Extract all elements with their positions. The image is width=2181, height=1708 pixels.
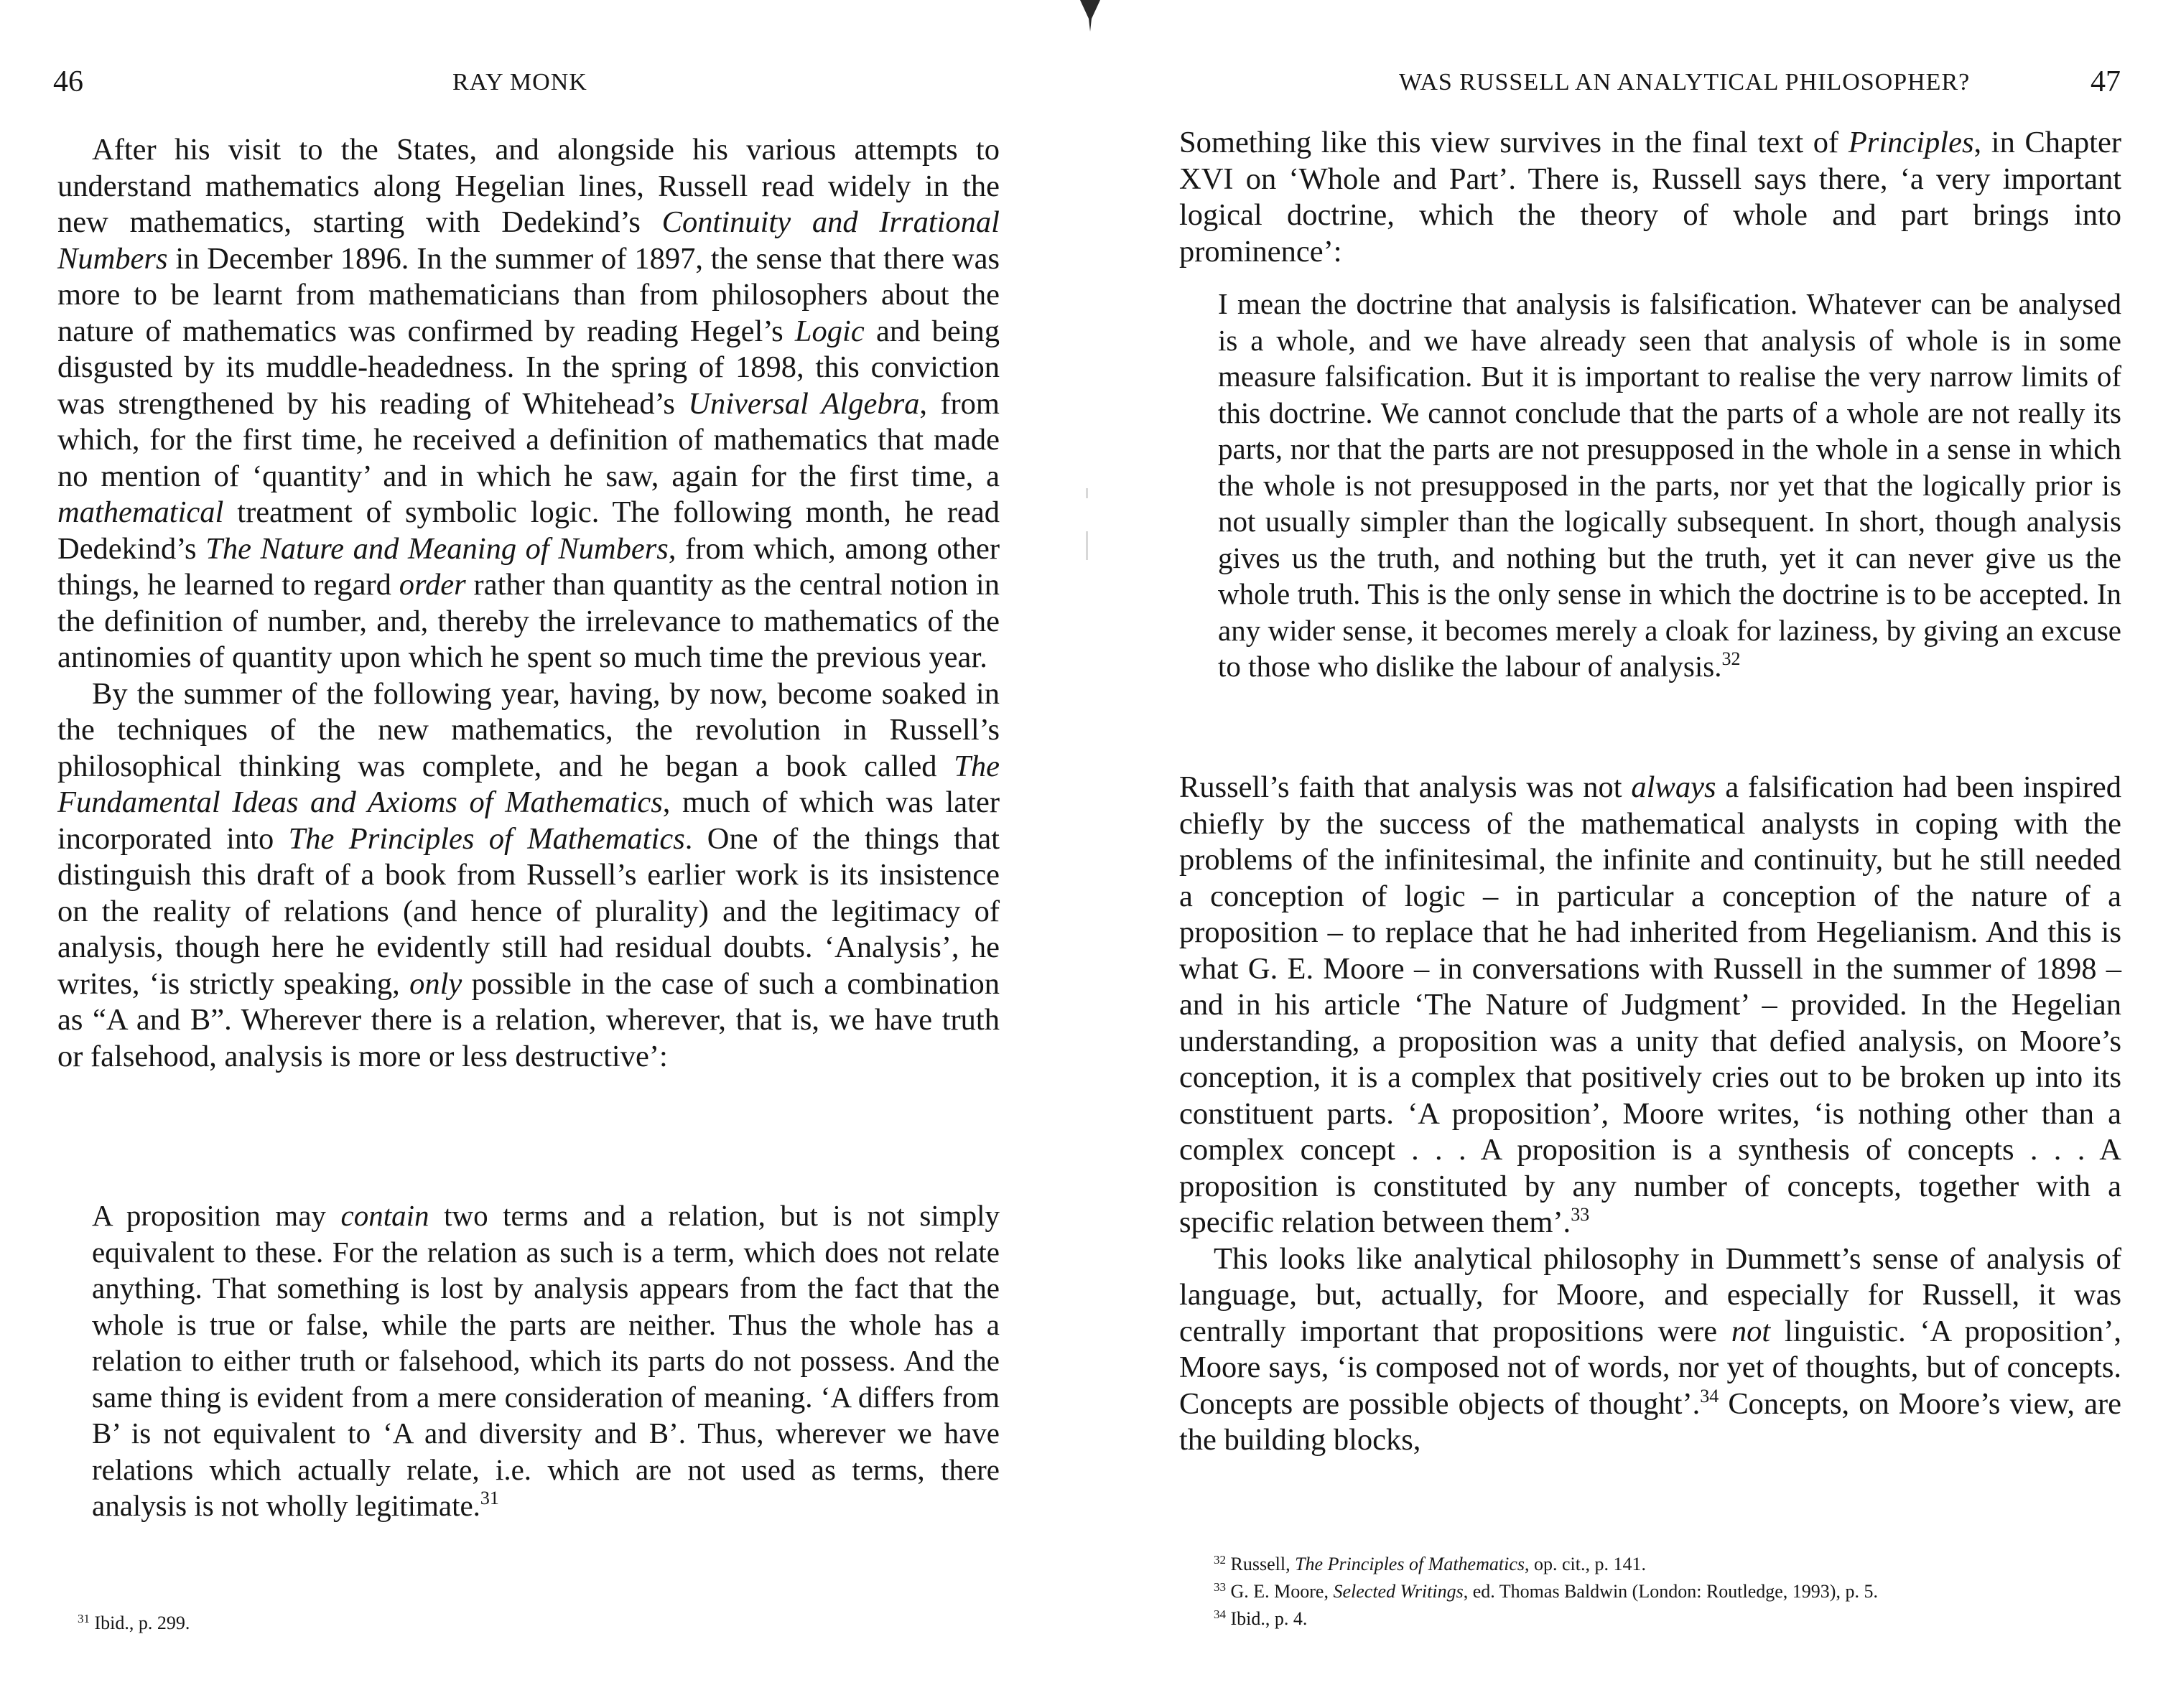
quote-text: I mean the doctrine that analysis is falsification. Whatever can be analysed is a whole, and we have already seen that analysis of whole is in some measure falsification. But it is important to realise the very narrow limits of this doctrine. We cannot conclude that the parts of a whole are not really its parts, nor that the parts are not presupposed in the whole in a sense in which the whole is not presupposed in the parts, nor yet that the logically prior is not usually simpler than the logically subsequent. In short, though analysis gives us the truth, and nothing but the truth, yet it can never give us the whole truth. This is the only sense in which the doctrine is to be accepted. In any wider sense, it becomes merely a cloak for laziness, by giving an excuse to those who dislike the labour of analysis.$^{32}$ [1218, 287, 2121, 683]
running-head: WAS RUSSELL AN ANALYTICAL PHILOSOPHER? [1399, 69, 1971, 95]
footnote: $^{32}$ Russell, The Principles of Mathematics, op. cit., p. 141. [1214, 1553, 1646, 1574]
body-text [1179, 770, 2121, 1459]
paragraph: By the summer of the following year, having, by now, become soaked in the techniques of the new mathematics, the revolution in Russell’s philosophical thinking was complete, and he began a book called The Fundamental Ideas and Axioms of Mathematics, much of which was later incorporated into The Principles of Mathematics. One of the things that distinguish this draft of a book from Russell’s earlier work is its insistence on the reality of relations (and hence of plurality) and the legitimacy of analysis, though here he evidently still had residual doubts. ‘Analysis’, he writes, ‘is strictly speaking, only possible in the case of such a combination as “A and B”. Wherever there is a relation, wherever, that is, we have truth or falsehood, analysis is more or less destructive’: [57, 676, 1000, 1073]
page-number: 46 [53, 65, 83, 98]
footnote: $^{31}$ Ibid., p. 299. [78, 1612, 190, 1633]
quote-text: A proposition may contain two terms and a relation, but is not simply equivalent to these. For the relation as such is a term, which does not relate anything. That something is lost by analysis appears from the fact that the whole is true or false, while the parts are neither. Thus the whole has a relation to either truth or falsehood, which its parts do not possess. And the same thing is evident from a mere consideration of meaning. ‘A differs from B’ is not equivalent to ‘A and diversity and B’. Thus, wherever we have relations which actually relate, i.e. which are not used as terms, there analysis is not wholly legitimate.$^{31}$ [92, 1199, 1000, 1522]
body-text [1179, 125, 2121, 270]
paragraph: Russell’s faith that analysis was not always a falsification had been inspired chiefly by the success of the mathematical analysts in coping with the problems of the infinitesimal, the infinite and continuity, but he still needed a conception of logic – in particular a conception of the nature of a proposition – to replace that he had inherited from Hegelianism. And this is what G. E. Moore – in conversations with Russell in the summer of 1898 – and in his article ‘The Nature of Judgment’ – provided. In the Hegelian understanding, a proposition was a unity that defied analysis, on Moore’s conception, it is a complex that positively cries out to be broken up into its constituent parts. ‘A proposition’, Moore writes, ‘is nothing other than a complex concept . . . A proposition is a synthesis of concepts . . . A proposition is constituted by any number of concepts, together with a specific relation between them’.$^{33}$ [1179, 770, 2121, 1239]
block-quote [1218, 286, 2121, 685]
paragraph: This looks like analytical philosophy in Dummett’s sense of analysis of language, but, actually, for Moore, and especially for Russell, it was centrally important that propositions were not linguistic. ‘A proposition’, Moore says, ‘is composed not of words, nor yet of thoughts, but of concepts. Concepts are possible objects of thought’.$^{34}$ Concepts, on Moore’s view, are the building blocks, [1179, 1241, 2121, 1457]
page-number: 47 [2091, 65, 2121, 98]
footnotes [78, 1610, 939, 1637]
running-head: RAY MONK [452, 69, 587, 95]
paragraph: Something like this view survives in the final text of Principles, in Chapter XVI on ‘Whole and Part’. There is, Russell says there, ‘a very important logical doctrine, which the theory of whole and part brings into prominence’: [1179, 126, 2121, 269]
body-text [57, 132, 1000, 1075]
left-page [0, 0, 1090, 1708]
paragraph: After his visit to the States, and alongside his various attempts to understand mathematics along Hegelian lines, Russell read widely in the new mathematics, starting with Dedekind’s Continuity and Irrational Numbers in December 1896. In the summer of 1897, the sense that there was more to be learnt from mathematicians than from philosophers about the nature of mathematics was confirmed by reading Hegel’s Logic and being disgusted by its muddle-headedness. In the spring of 1898, this conviction was strengthened by his reading of Whitehead’s Universal Algebra, from which, for the first time, he received a definition of mathematics that made no mention of ‘quantity’ and in which he saw, again for the first time, a mathematical treatment of symbolic logic. The following month, he read Dedekind’s The Nature and Meaning of Numbers, from which, among other things, he learned to regard order rather than quantity as the central notion in the definition of number, and, thereby the irrelevance to mathematics of the antinomies of quantity upon which he spent so much time the previous year. [57, 133, 1000, 674]
block-quote [92, 1198, 1000, 1524]
footnote: $^{33}$ G. E. Moore, Selected Writings, ed. Thomas Baldwin (London: Routledge, 1993), p. 5. [1214, 1580, 1878, 1602]
footnotes [1214, 1551, 2111, 1633]
right-page [1090, 0, 2181, 1708]
footnote: $^{34}$ Ibid., p. 4. [1214, 1607, 1308, 1629]
